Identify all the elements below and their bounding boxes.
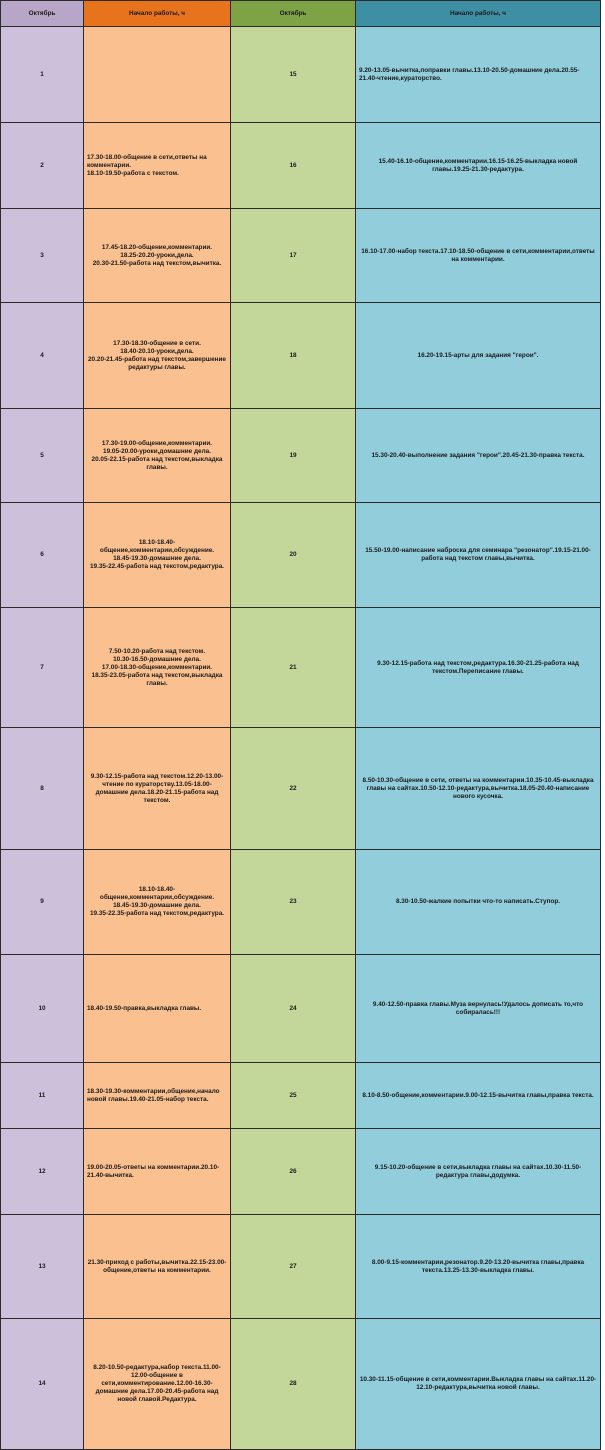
activity-cell-right[interactable]: 8.00-9.15-комментарии,резонатор.9.20-13.20-вычитка главы,правка текста.13.25-13.30-выкладка главы. xyxy=(356,1215,601,1319)
table-row xyxy=(1,303,601,409)
table-row xyxy=(1,503,601,608)
day-cell-left[interactable]: 5 xyxy=(1,409,84,503)
activity-cell-left[interactable]: 17.45-18.20-общение,комментарии. 18.25-20.20-уроки,дела. 20.30-21.50-работа над текстом,вычитка. xyxy=(84,209,231,303)
table-row xyxy=(1,209,601,303)
activity-cell-right[interactable]: 9.40-12.50-правка главы.Муза вернулась!Удалось дописать то,что собиралась!!! xyxy=(356,955,601,1063)
day-cell-left[interactable]: 2 xyxy=(1,123,84,209)
day-cell-right[interactable]: 16 xyxy=(231,123,356,209)
day-cell-left[interactable]: 13 xyxy=(1,1215,84,1319)
activity-cell-right[interactable]: 9.30-12.15-работа над текстом,редактура.16.30-21.25-работа над текстом.Переписание главы. xyxy=(356,608,601,728)
activity-cell-left[interactable] xyxy=(84,27,231,123)
table-row xyxy=(1,409,601,503)
day-cell-left[interactable]: 1 xyxy=(1,27,84,123)
day-cell-left[interactable]: 7 xyxy=(1,608,84,728)
header-work-start-left[interactable]: Начало работы, ч xyxy=(84,1,231,27)
activity-cell-left[interactable]: 19.00-20.05-ответы на комментарии.20.10-21.40-вычитка. xyxy=(84,1129,231,1215)
activity-cell-left[interactable]: 7.50-10.20-работа над текстом. 10.30-16.50-домашние дела. 17.00-18.30-общение,комментарии. 18.35-23.05-работа над текстом,выкладка главы. xyxy=(84,608,231,728)
header-month-right[interactable]: Октябрь xyxy=(231,1,356,27)
table-row xyxy=(1,850,601,955)
activity-cell-left[interactable]: 17.30-18.00-общение в сети,ответы на комментарии. 18.10-19.50-работа с текстом. xyxy=(84,123,231,209)
activity-cell-left[interactable]: 18.10-18.40- общение,комментарии,обсуждение. 18.45-19.30-домашние дела. 19.35-22.45-работа над текстом,редактура. xyxy=(84,503,231,608)
day-cell-right[interactable]: 21 xyxy=(231,608,356,728)
day-cell-left[interactable]: 14 xyxy=(1,1319,84,1450)
day-cell-right[interactable]: 25 xyxy=(231,1063,356,1129)
day-cell-right[interactable]: 19 xyxy=(231,409,356,503)
table-row xyxy=(1,123,601,209)
header-row xyxy=(1,1,601,27)
activity-cell-left[interactable]: 18.10-18.40- общение,комментарии,обсуждение. 18.45-19.30-домашние дела. 19.35-22.35-работа над текстом,редактура. xyxy=(84,850,231,955)
table-row xyxy=(1,1129,601,1215)
table-row xyxy=(1,1319,601,1450)
day-cell-right[interactable]: 28 xyxy=(231,1319,356,1450)
day-cell-left[interactable]: 8 xyxy=(1,728,84,850)
table-row xyxy=(1,1063,601,1129)
day-cell-right[interactable]: 23 xyxy=(231,850,356,955)
day-cell-left[interactable]: 11 xyxy=(1,1063,84,1129)
activity-cell-left[interactable]: 21.30-приход с работы,вычитка.22.15-23.00-общение,ответы на комментарии. xyxy=(84,1215,231,1319)
activity-cell-right[interactable]: 9.15-10.20-общение в сети,выкладка главы на сайтах.10.30-11.50-редактура главы,додумка. xyxy=(356,1129,601,1215)
day-cell-right[interactable]: 22 xyxy=(231,728,356,850)
activity-cell-right[interactable]: 16.20-19.15-арты для задания "герои". xyxy=(356,303,601,409)
day-cell-left[interactable]: 10 xyxy=(1,955,84,1063)
day-cell-left[interactable]: 4 xyxy=(1,303,84,409)
table-row xyxy=(1,728,601,850)
activity-cell-left[interactable]: 9.30-12.15-работа над текстом.12.20-13.00-чтение по кураторству.13.05-18.00-домашние дела.18.20-21.15-работа над текстом. xyxy=(84,728,231,850)
header-month-left[interactable]: Октябрь xyxy=(1,1,84,27)
activity-cell-right[interactable]: 16.10-17.00-набор текста.17.10-18.50-общение в сети,комментарии,ответы на комментарии. xyxy=(356,209,601,303)
table-row xyxy=(1,27,601,123)
table-row xyxy=(1,608,601,728)
activity-cell-left[interactable]: 8.20-10.50-редактура,набор текста.11.00-12.00-общение в сети,комментирование.12.00-16.30-домашние дела.17.00-20.45-работа над новой главой.Редактура. xyxy=(84,1319,231,1450)
day-cell-right[interactable]: 17 xyxy=(231,209,356,303)
activity-cell-left[interactable]: 17.30-18.30-общение в сети. 18.40-20.10-уроки,дела. 20.20-21.45-работа над текстом,завершение редактуры главы. xyxy=(84,303,231,409)
activity-cell-right[interactable]: 8.50-10.30-общение в сети, ответы на комментарии.10.35-10.45-выкладка главы на сайтах.10.50-12.10-редактура,вычитка.18.05-20.40-написание нового кусочка. xyxy=(356,728,601,850)
day-cell-right[interactable]: 15 xyxy=(231,27,356,123)
day-cell-right[interactable]: 27 xyxy=(231,1215,356,1319)
header-work-start-right[interactable]: Начало работы, ч xyxy=(356,1,601,27)
activity-cell-right[interactable]: 15.30-20.40-выполнение задания "герои".20.45-21.30-правка текста. xyxy=(356,409,601,503)
activity-cell-left[interactable]: 18.30-19.30-комментарии,общение,начало новой главы.19.40-21.05-набор текста. xyxy=(84,1063,231,1129)
day-cell-right[interactable]: 24 xyxy=(231,955,356,1063)
activity-cell-right[interactable]: 8.30-10.50-жалкие попытки что-то написать.Ступор. xyxy=(356,850,601,955)
day-cell-right[interactable]: 18 xyxy=(231,303,356,409)
activity-cell-left[interactable]: 17.30-19.00-общение,комментарии. 19.05-20.00-уроки,домашние дела. 20.05-22.15-работа над текстом,выкладка главы. xyxy=(84,409,231,503)
table-row xyxy=(1,1215,601,1319)
activity-cell-right[interactable]: 15.40-16.10-общение,комментарии.16.15-16.25-выкладка новой главы.19.25-21.30-редактура. xyxy=(356,123,601,209)
activity-cell-right[interactable]: 10.30-11.15-общение в сети,комментарии.Выкладка главы на сайтах.11.20-12.10-редактура,вычитка новой главы. xyxy=(356,1319,601,1450)
activity-cell-right[interactable]: 15.50-19.00-написание наброска для семинара "резонатор".19.15-21.00-работа над текстом главы,вычитка. xyxy=(356,503,601,608)
activity-cell-right[interactable]: 9.20-13.05-вычитка,поправки главы.13.10-20.50-домашние дела.20.55-21.40-чтение,кураторство. xyxy=(356,27,601,123)
day-cell-left[interactable]: 9 xyxy=(1,850,84,955)
activity-cell-left[interactable]: 18.40-19.50-правка,выкладка главы. xyxy=(84,955,231,1063)
day-cell-right[interactable]: 20 xyxy=(231,503,356,608)
day-cell-left[interactable]: 6 xyxy=(1,503,84,608)
day-cell-right[interactable]: 26 xyxy=(231,1129,356,1215)
activity-cell-right[interactable]: 8.10-8.50-общение,комментарии.9.00-12.15-вычитка главы,правка текста. xyxy=(356,1063,601,1129)
day-cell-left[interactable]: 12 xyxy=(1,1129,84,1215)
day-cell-left[interactable]: 3 xyxy=(1,209,84,303)
table-row xyxy=(1,955,601,1063)
